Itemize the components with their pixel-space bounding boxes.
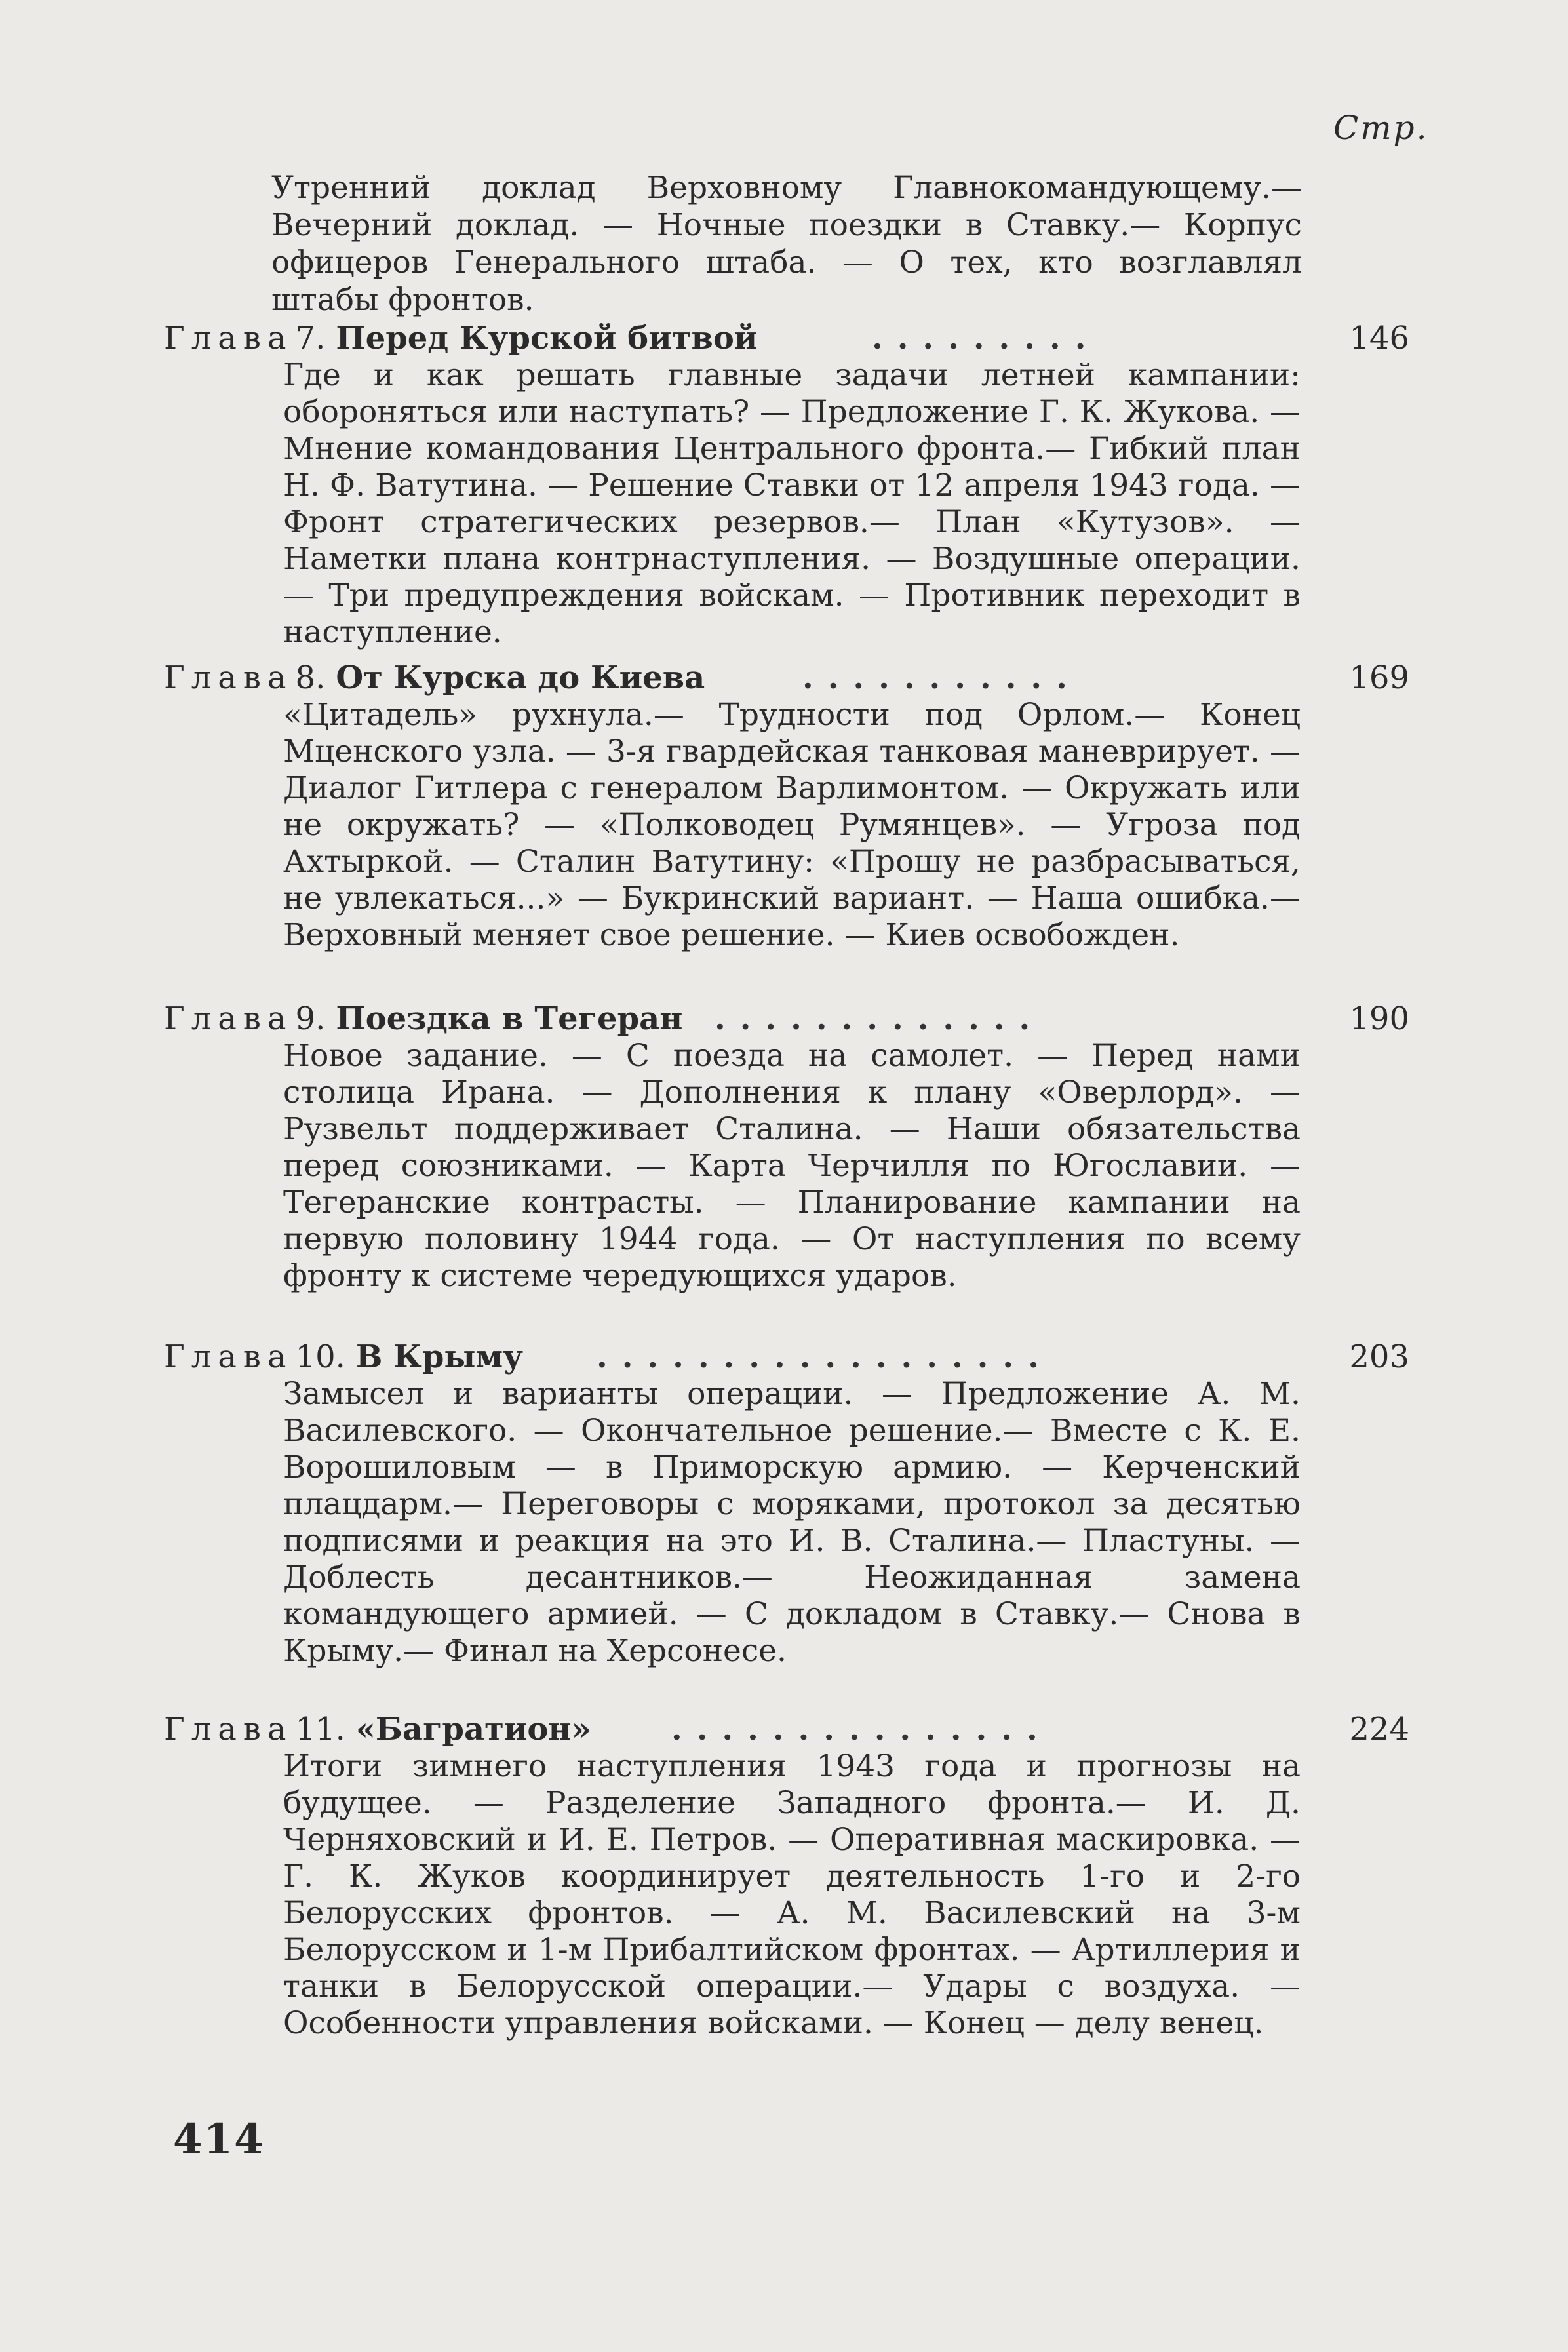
chapter-summary: «Цитадель» рухнула.— Трудности под Орлом.— Конец Мценского узла. — 3-я гвардейская танковая маневрирует. — Диалог Гитлера с генералом Варлимонтом. — Окружать или не окружать? — «Полководец Румянцев». — Угроза под Ахтыркой. — Сталин Ватутину: «Прошу не разбрасываться, не увлекаться...» — Букринский вариант. — Наша ошибка.— Верховный меняет свое решение. — Киев освобожден.: [283, 697, 1301, 953]
chapter-page-number: 203: [1349, 1339, 1409, 1375]
chapter-summary: Новое задание. — С поезда на самолет. — Перед нами столица Ирана. — Дополнения к плану «Оверлорд». — Рузвельт поддерживает Сталина. — Наши обязательства перед союзниками. — Карта Черчилля по Югославии. — Тегеранские контрасты. — Планирование кампании на первую половину 1944 года. — От наступления по всему фронту к системе чередующихся ударов.: [283, 1038, 1301, 1294]
chapter-label: Глава: [164, 1339, 293, 1375]
chapter-number: 11.: [295, 1711, 345, 1748]
chapter-number: 7.: [295, 320, 326, 357]
chapter-number: 10.: [295, 1339, 345, 1375]
chapter-entry-7: [0, 320, 1568, 651]
chapter-title: «Багратион»: [355, 1711, 591, 1748]
chapter-number: 9.: [295, 1000, 326, 1037]
chapter-heading-line: [164, 1339, 523, 1376]
chapter-page-number: 224: [1349, 1711, 1409, 1748]
chapter-heading: [0, 1339, 1568, 1376]
chapter-label: Глава: [164, 1000, 293, 1037]
chapter-heading: [0, 659, 1568, 697]
chapter-heading-line: [164, 1711, 591, 1748]
page-number: 414: [173, 2115, 265, 2164]
chapter-heading-line: [164, 659, 705, 697]
chapter-label: Глава: [164, 1711, 293, 1748]
chapter-summary: Замысел и варианты операции. — Предложение А. М. Василевского. — Окончательное решение.— Вместе с К. Е. Ворошиловым — в Приморскую армию. — Керченский плацдарм.— Переговоры с моряками, протокол за десятью подписями и реакция на это И. В. Сталина.— Пластуны. — Доблесть десантников.— Неожиданная замена командующего армией. — С докладом в Ставку.— Снова в Крыму.— Финал на Херсонесе.: [283, 1376, 1301, 1669]
chapter-page-number: 190: [1349, 1000, 1409, 1037]
chapter-heading: [0, 320, 1568, 357]
chapter-title: От Курска до Киева: [336, 659, 705, 696]
chapter-title: Поездка в Тегеран: [336, 1000, 683, 1037]
intro-paragraph: Утренний доклад Верховному Главнокомандующему.— Вечерний доклад. — Ночные поездки в Ставку.— Корпус офицеров Генерального штаба. — О тех, кто возглавлял штабы фронтов.: [271, 170, 1302, 318]
chapter-title: Перед Курской битвой: [336, 320, 758, 357]
chapter-title: В Крыму: [355, 1339, 523, 1375]
chapter-entry-8: [0, 659, 1568, 954]
page-column-label: Стр.: [1333, 109, 1429, 147]
leader-dots: ...............: [671, 1711, 1052, 1748]
chapter-page-number: 169: [1349, 659, 1409, 696]
chapter-page-number: 146: [1349, 320, 1409, 357]
leader-dots: ...........: [802, 659, 1082, 696]
chapter-entry-11: [0, 1711, 1568, 2042]
leader-dots: ..................: [597, 1339, 1053, 1375]
chapter-label: Глава: [164, 659, 293, 696]
chapter-entry-9: [0, 1000, 1568, 1295]
chapter-heading: [0, 1000, 1568, 1038]
leader-dots: .........: [872, 320, 1101, 357]
chapter-label: Глава: [164, 320, 293, 357]
chapter-number: 8.: [295, 659, 326, 696]
chapter-summary: Где и как решать главные задачи летней кампании: обороняться или наступать? — Предложение Г. К. Жукова. — Мнение командования Центрального фронта.— Гибкий план Н. Ф. Ватутина. — Решение Ставки от 12 апреля 1943 года. — Фронт стратегических резервов.— План «Кутузов». — Наметки плана контрнаступления. — Воздушные операции. — Три предупреждения войскам. — Противник переходит в наступление.: [283, 357, 1301, 650]
chapter-summary: Итоги зимнего наступления 1943 года и прогнозы на будущее. — Разделение Западного фронта.— И. Д. Черняховский и И. Е. Петров. — Оперативная маскировка. — Г. К. Жуков координирует деятельность 1-го и 2-го Белорусских фронтов. — А. М. Василевский на 3-м Белорусском и 1-м Прибалтийском фронтах. — Артиллерия и танки в Белорусской операции.— Удары с воздуха. — Особенности управления войсками. — Конец — делу венец.: [283, 1748, 1301, 2041]
chapter-heading-line: [164, 320, 758, 357]
leader-dots: .............: [715, 1000, 1045, 1037]
chapter-heading: [0, 1711, 1568, 1748]
chapter-heading-line: [164, 1000, 682, 1038]
chapter-entry-10: [0, 1339, 1568, 1670]
